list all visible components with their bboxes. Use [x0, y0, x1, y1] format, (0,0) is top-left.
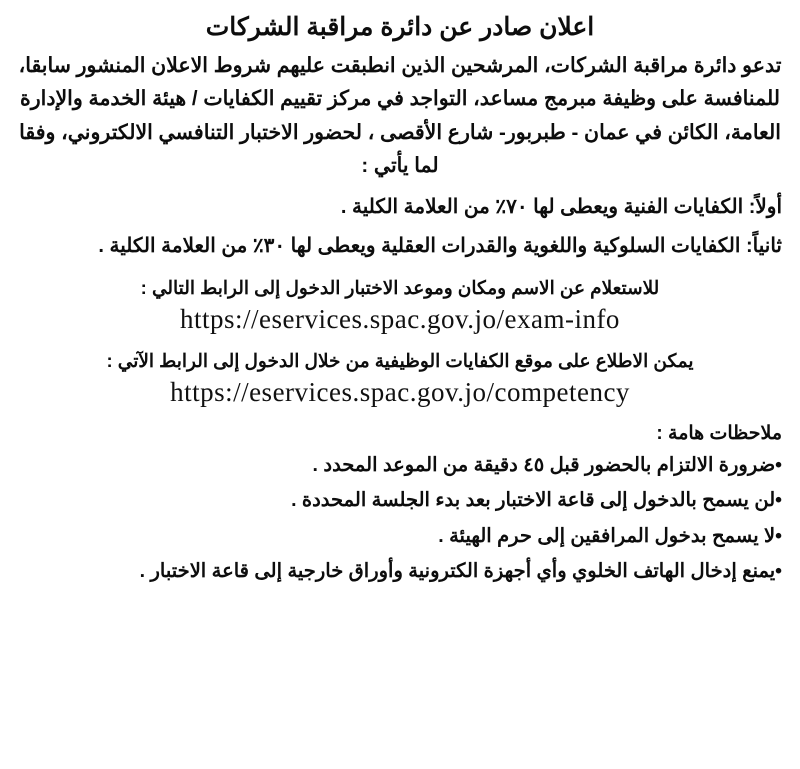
exam-info-link[interactable]: https://eservices.spac.gov.jo/exam-info [180, 303, 620, 334]
note-item: •يمنع إدخال الهاتف الخلوي وأي أجهزة الكترونية وأوراق خارجية إلى قاعة الاختبار . [139, 560, 782, 583]
note-item: •لن يسمح بالدخول إلى قاعة الاختبار بعد بدء الجلسة المحددة . [291, 489, 782, 512]
competency-link[interactable]: https://eservices.spac.gov.jo/competency [170, 376, 630, 407]
exam-info-lead: للاستعلام عن الاسم ومكان وموعد الاختبار الدخول إلى الرابط التالي : [140, 277, 660, 299]
clause-first: أولاً: الكفايات الفنية ويعطى لها ٧٠٪ من العلامة الكلية . [340, 196, 782, 219]
note-item: •لا يسمح بدخول المرافقين إلى حرم الهيئة . [438, 524, 782, 547]
competency-lead: يمكن الاطلاع على موقع الكفايات الوظيفية من خلال الدخول إلى الرابط الآتي : [106, 349, 694, 371]
clause-second: ثانياً: الكفايات السلوكية واللغوية والقدرات العقلية ويعطى لها ٣٠٪ من العلامة الكلية . [98, 235, 782, 258]
intro-paragraph: تدعو دائرة مراقبة الشركات، المرشحين الذين انطبقت عليهم شروط الاعلان المنشور سابقا، للمنافسة على وظيفة مبرمج مساعد، التواجد في مركز تقييم الكفايات / هيئة الخدمة والإدارة العامة، الكائن في عمان - طبربور- شارع الأقصى ، لحضور الاختبار التنافسي الالكتروني، وفقا لما يأتي : [18, 54, 782, 177]
page-title: اعلان صادر عن دائرة مراقبة الشركات [205, 13, 595, 41]
note-item: •ضرورة الالتزام بالحضور قبل ٤٥ دقيقة من الموعد المحدد . [312, 453, 782, 476]
notes-title: ملاحظات هامة : [656, 422, 782, 444]
